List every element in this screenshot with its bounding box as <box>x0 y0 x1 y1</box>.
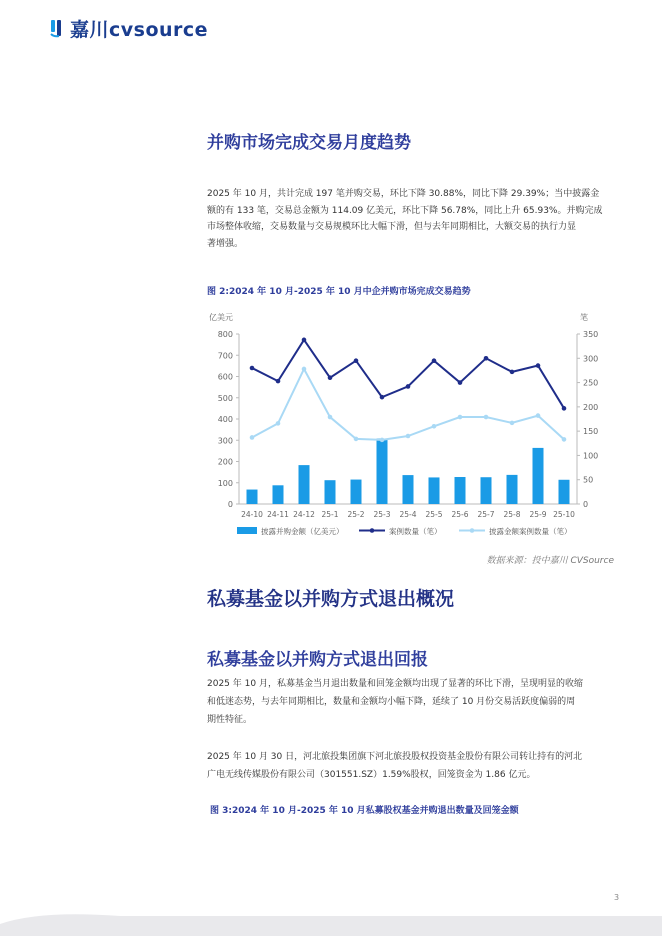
series-point <box>354 358 359 363</box>
cvsource-logo <box>50 16 208 40</box>
figure-caption-3: 图 3:2024 年 10 月-2025 年 10 月私募股权基金并购退出数量及回笼金额 <box>210 806 519 816</box>
paragraph-line: 著增强。 <box>207 238 244 249</box>
series-point <box>536 413 541 418</box>
left-tick-label: 300 <box>217 436 233 446</box>
logo-mark-icon <box>50 18 66 38</box>
series-point <box>562 437 567 442</box>
series-point <box>380 438 385 443</box>
right-tick-label: 0 <box>583 500 589 509</box>
bar <box>299 465 310 504</box>
legend-swatch-bar <box>237 527 257 534</box>
right-tick-label: 100 <box>583 451 599 461</box>
bar <box>351 480 362 504</box>
x-tick-label: 24-12 <box>293 510 315 519</box>
series-point <box>484 415 489 420</box>
legend-label: 案例数量（笔） <box>389 527 442 536</box>
x-tick-label: 25-9 <box>529 510 547 519</box>
x-tick-label: 24-10 <box>241 510 263 519</box>
bar <box>481 477 492 504</box>
right-tick-label: 150 <box>583 427 599 437</box>
right-tick-label: 300 <box>583 354 599 364</box>
series-point <box>432 424 437 429</box>
series-point <box>536 363 541 368</box>
series-point <box>328 415 333 420</box>
paragraph-line: 2025 年 10 月，共计完成 197 笔并购交易，环比下降 30.88%，同比下降 29.39%；当中披露金 <box>207 189 600 199</box>
page-number: 3 <box>614 893 620 902</box>
legend-label: 披露并购金额（亿美元） <box>261 527 344 536</box>
x-tick-label: 25-5 <box>425 510 443 519</box>
series-point <box>510 421 515 426</box>
section2-paragraph-2 <box>207 748 617 784</box>
bar <box>273 485 284 504</box>
left-tick-label: 100 <box>217 478 233 488</box>
right-tick-label: 200 <box>583 402 599 412</box>
series-point <box>250 435 255 440</box>
paragraph-line: 和低迷态势，与去年同期相比，数量和金额均小幅下降，延续了 10 月份交易活跃度偏弱的周 <box>207 697 576 707</box>
series-point <box>302 367 307 372</box>
x-tick-label: 25-10 <box>553 510 575 519</box>
series-point <box>380 395 385 400</box>
left-tick-label: 600 <box>217 372 233 382</box>
series-point <box>302 338 307 343</box>
right-tick-label: 350 <box>583 330 599 339</box>
paragraph-line: 市场整体收缩，交易数量与交易规模环比大幅下滑，但与去年同期相比，大额交易的执行力显 <box>207 222 577 232</box>
series-point <box>406 384 411 389</box>
bar <box>429 477 440 504</box>
section-title: 并购市场完成交易月度趋势 <box>207 133 411 153</box>
paragraph-line: 期性特征。 <box>207 715 253 725</box>
right-tick-label: 250 <box>583 378 599 388</box>
logo-text: 嘉川cvsource <box>70 18 209 41</box>
series-point <box>406 434 411 439</box>
series-line <box>252 369 564 440</box>
figure-caption: 图 2:2024 年 10 月-2025 年 10 月中企并购市场完成交易趋势 <box>207 287 471 297</box>
x-tick-label: 25-7 <box>477 510 495 519</box>
x-tick-label: 24-11 <box>267 510 289 519</box>
series-point <box>458 380 463 385</box>
paragraph-line: 广电无线传媒股份有限公司（301551.SZ）1.59%股权，回笼资金为 1.86 亿元。 <box>207 770 536 780</box>
paragraph-line: 2025 年 10 月 30 日，河北旅投集团旗下河北旅投股权投资基金股份有限公司转让持有的河北 <box>207 752 583 762</box>
x-tick-label: 25-4 <box>399 510 417 519</box>
bar <box>507 475 518 504</box>
paragraph-line: 额的有 133 笔，交易总金额为 114.09 亿美元，环比下降 56.78%，同比上升 65.93%。并购完成 <box>207 205 603 216</box>
series-point <box>432 358 437 363</box>
series-line <box>252 340 564 408</box>
x-tick-label: 25-2 <box>347 510 365 519</box>
bar <box>247 490 258 504</box>
series-point <box>484 356 489 361</box>
x-tick-label: 25-6 <box>451 510 469 519</box>
bar <box>455 477 466 504</box>
left-tick-label: 0 <box>227 500 233 509</box>
x-tick-label: 25-3 <box>373 510 391 519</box>
series-point <box>354 437 359 442</box>
right-tick-label: 50 <box>583 475 594 485</box>
legend-swatch-point <box>370 528 375 533</box>
bar <box>533 448 544 504</box>
left-tick-label: 700 <box>217 351 233 361</box>
bar <box>559 480 570 504</box>
series-point <box>328 375 333 380</box>
series-point <box>276 421 281 426</box>
section2-paragraph-1 <box>207 675 617 729</box>
bar <box>377 439 388 504</box>
subsection-title: 私募基金以并购方式退出回报 <box>207 650 428 670</box>
x-tick-label: 25-8 <box>503 510 521 519</box>
series-point <box>276 379 281 384</box>
legend-label: 披露金额案例数量（笔） <box>489 527 572 536</box>
section1-paragraph <box>207 186 617 252</box>
series-point <box>510 370 515 375</box>
paragraph-line: 2025 年 10 月，私募基金当月退出数量和回笼金额均出现了显著的环比下滑，呈现明显的收缩 <box>207 679 583 689</box>
section-heading: 私募基金以并购方式退出概况 <box>207 588 455 610</box>
footer-decoration <box>0 910 662 936</box>
left-axis-label: 亿美元 <box>209 313 233 322</box>
right-axis-label: 笔 <box>580 313 588 322</box>
left-tick-label: 500 <box>217 393 233 403</box>
left-tick-label: 400 <box>217 415 233 424</box>
data-source: 数据来源：投中嘉川 CVSource <box>486 556 614 566</box>
left-tick-label: 800 <box>217 330 233 339</box>
trend-chart <box>207 306 607 551</box>
bar <box>403 475 414 504</box>
bar <box>325 480 336 504</box>
legend-swatch-point <box>470 528 475 533</box>
series-point <box>250 366 255 371</box>
series-point <box>562 406 567 411</box>
left-tick-label: 200 <box>217 457 233 467</box>
series-point <box>458 415 463 420</box>
x-tick-label: 25-1 <box>321 510 339 519</box>
